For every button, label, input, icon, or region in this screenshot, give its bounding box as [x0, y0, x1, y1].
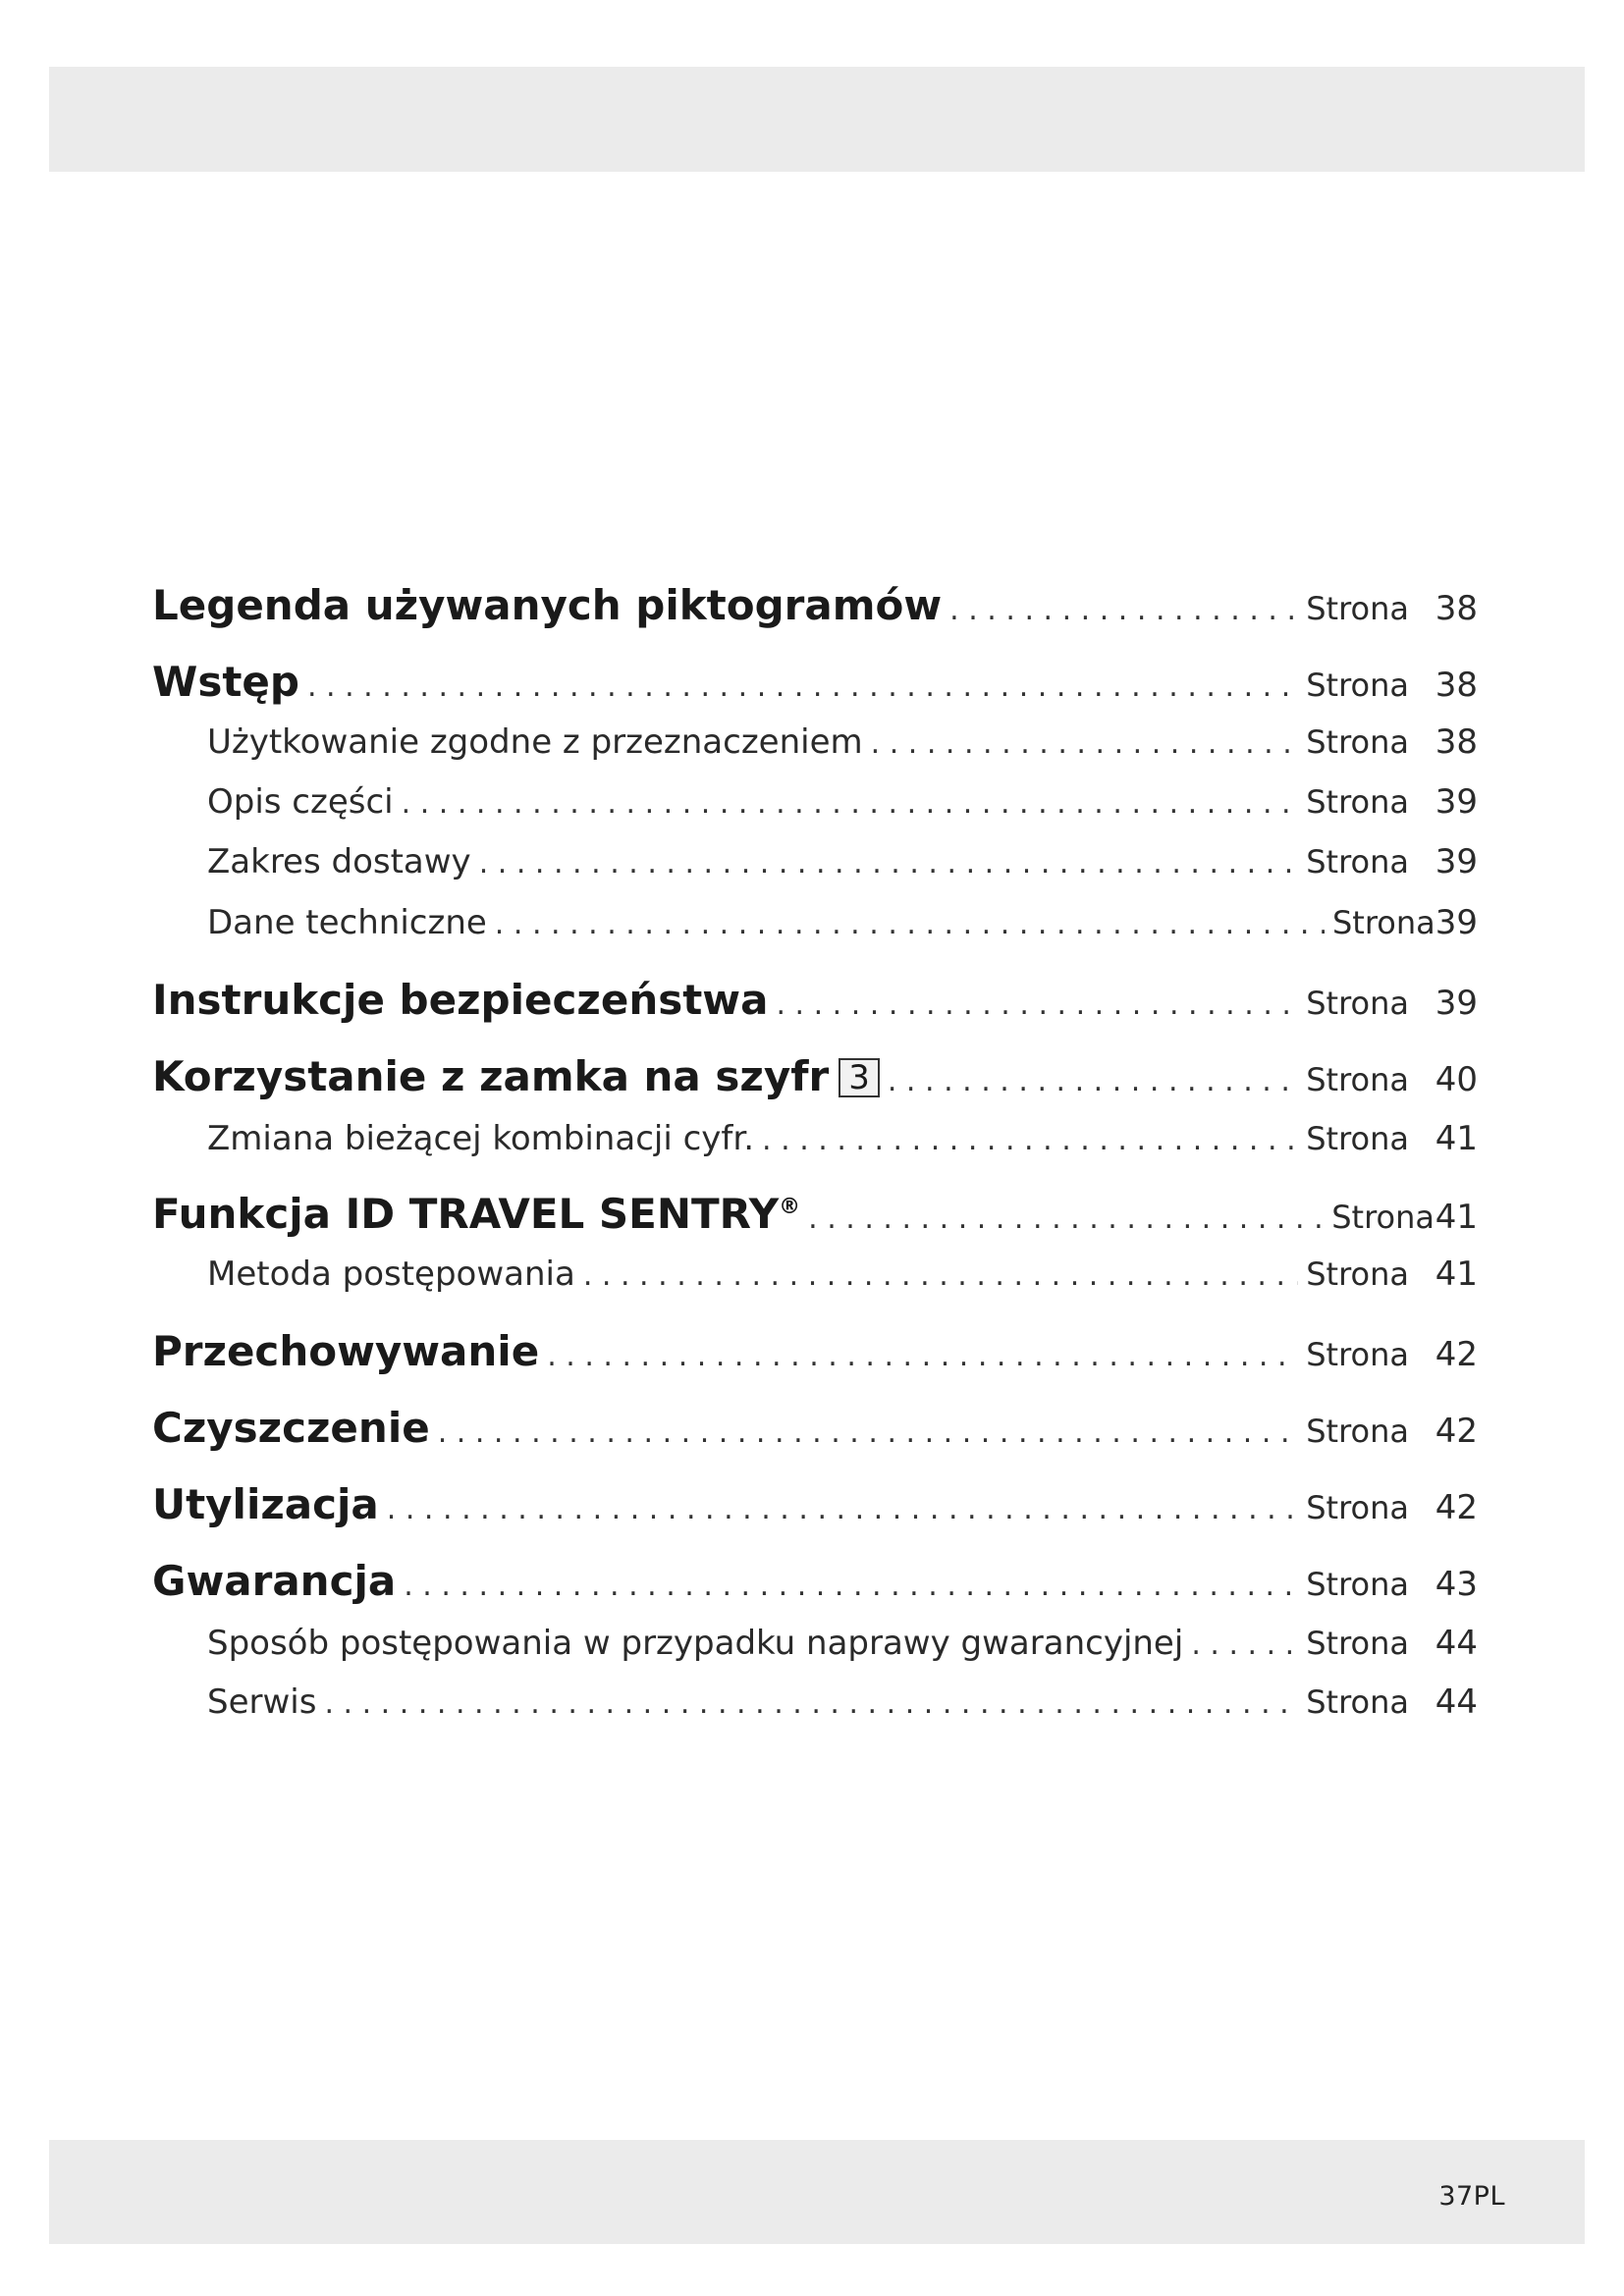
toc-page-number: 43 — [1435, 1565, 1478, 1604]
toc-entry-dane-techniczne[interactable] — [152, 903, 1478, 942]
toc-strona-label: Strona — [1331, 1199, 1435, 1236]
toc-title: Czyszczenie — [152, 1404, 430, 1452]
toc-page-number: 39 — [1435, 842, 1478, 881]
toc-leader-dots — [762, 1123, 1298, 1157]
toc-leader-dots — [949, 593, 1298, 627]
page-number-label: 37PL — [1438, 2181, 1505, 2212]
toc-leader-dots — [1191, 1628, 1298, 1662]
toc-strona-label: Strona — [1331, 904, 1435, 941]
registered-mark: ® — [779, 1195, 801, 1219]
toc-title: Legenda używanych piktogramów — [152, 581, 943, 629]
toc-title: Użytkowanie zgodne z przeznaczeniem — [207, 722, 863, 762]
toc-page-number: 39 — [1435, 903, 1478, 942]
toc-strona-label: Strona — [1306, 590, 1409, 627]
toc-strona-label: Strona — [1306, 1413, 1409, 1450]
toc-entry-legenda[interactable] — [152, 581, 1478, 629]
toc-entry-gwarancja[interactable] — [152, 1557, 1478, 1605]
toc-page-number: 39 — [1435, 782, 1478, 822]
toc-strona-label: Strona — [1306, 1625, 1409, 1662]
toc-title: Zmiana bieżącej kombinacji cyfr. — [207, 1119, 755, 1158]
toc-title: Opis części — [207, 782, 394, 822]
toc-entry-czyszczenie[interactable] — [152, 1404, 1478, 1452]
toc-entry-metoda[interactable] — [152, 1255, 1478, 1294]
toc-title: Wstęp — [152, 658, 299, 706]
toc-leader-dots — [324, 1686, 1298, 1721]
toc-entry-funkcja-id[interactable] — [152, 1190, 1478, 1238]
toc-leader-dots — [387, 1492, 1298, 1526]
toc-entry-przechowywanie[interactable] — [152, 1327, 1478, 1375]
toc-entry-wstep[interactable] — [152, 658, 1478, 706]
toc-page-number: 40 — [1435, 1060, 1478, 1099]
toc-entry-opis-czesci[interactable] — [152, 782, 1478, 822]
toc-page-number: 41 — [1435, 1255, 1478, 1294]
toc-entry-utylizacja[interactable] — [152, 1480, 1478, 1528]
toc-entry-zmiana-kombinacji[interactable] — [152, 1119, 1478, 1158]
toc-leader-dots — [547, 1339, 1298, 1373]
toc-title — [152, 1190, 800, 1238]
toc-title — [152, 1052, 880, 1100]
toc-title-text: Korzystanie z zamka na szyfr — [152, 1052, 830, 1100]
toc-strona-label: Strona — [1306, 985, 1409, 1022]
toc-leader-dots — [583, 1258, 1298, 1293]
toc-leader-dots — [404, 1569, 1298, 1603]
footer-band — [49, 2140, 1585, 2244]
toc-strona-label: Strona — [1306, 1489, 1409, 1526]
toc-strona-label: Strona — [1306, 1255, 1409, 1293]
toc-title: Przechowywanie — [152, 1327, 540, 1375]
toc-title: Gwarancja — [152, 1557, 397, 1605]
toc-entry-serwis[interactable] — [152, 1682, 1478, 1722]
toc-entry-korzystanie[interactable] — [152, 1052, 1478, 1100]
toc-leader-dots — [808, 1201, 1324, 1236]
toc-strona-label: Strona — [1306, 843, 1409, 881]
toc-leader-dots — [871, 726, 1299, 761]
toc-page-number: 38 — [1435, 722, 1478, 762]
toc-strona-label: Strona — [1306, 1336, 1409, 1373]
toc-entry-uzytkowanie[interactable] — [152, 722, 1478, 762]
toc-leader-dots — [402, 786, 1299, 821]
toc-title-text: Funkcja ID TRAVEL SENTRY — [152, 1190, 780, 1238]
toc-title: Zakres dostawy — [207, 842, 471, 881]
toc-page-number: 42 — [1435, 1335, 1478, 1374]
toc-page-number: 42 — [1435, 1412, 1478, 1451]
toc-title: Dane techniczne — [207, 903, 487, 942]
toc-strona-label: Strona — [1306, 783, 1409, 821]
toc-page-number: 39 — [1435, 984, 1478, 1023]
toc-strona-label: Strona — [1306, 1120, 1409, 1157]
toc-strona-label: Strona — [1306, 1683, 1409, 1721]
toc-page-number: 44 — [1435, 1624, 1478, 1663]
figure-reference-box: 3 — [839, 1058, 880, 1097]
toc-title: Utylizacja — [152, 1480, 379, 1528]
toc-leader-dots — [495, 907, 1325, 941]
toc-title: Serwis — [207, 1682, 317, 1722]
toc-strona-label: Strona — [1306, 723, 1409, 761]
toc-page-number: 42 — [1435, 1488, 1478, 1527]
toc-page-number: 44 — [1435, 1682, 1478, 1722]
toc-entry-naprawa-gwarancyjna[interactable] — [152, 1624, 1478, 1663]
toc-title: Metoda postępowania — [207, 1255, 575, 1294]
toc-page-number: 38 — [1435, 589, 1478, 628]
toc-title: Sposób postępowania w przypadku naprawy gwarancyjnej — [207, 1624, 1184, 1663]
toc-title: Instrukcje bezpieczeństwa — [152, 976, 769, 1024]
toc-entry-instrukcje[interactable] — [152, 976, 1478, 1024]
toc-leader-dots — [307, 669, 1298, 704]
toc-page-number: 38 — [1435, 666, 1478, 705]
toc-strona-label: Strona — [1306, 667, 1409, 704]
toc-leader-dots — [888, 1064, 1298, 1098]
header-band — [49, 67, 1585, 172]
toc-leader-dots — [776, 988, 1298, 1022]
toc-entry-zakres-dostawy[interactable] — [152, 842, 1478, 881]
toc-leader-dots — [438, 1415, 1299, 1450]
toc-strona-label: Strona — [1306, 1566, 1409, 1603]
toc-page-number: 41 — [1435, 1198, 1478, 1237]
toc-strona-label: Strona — [1306, 1061, 1409, 1098]
toc-leader-dots — [479, 846, 1299, 881]
toc-page-number: 41 — [1435, 1119, 1478, 1158]
